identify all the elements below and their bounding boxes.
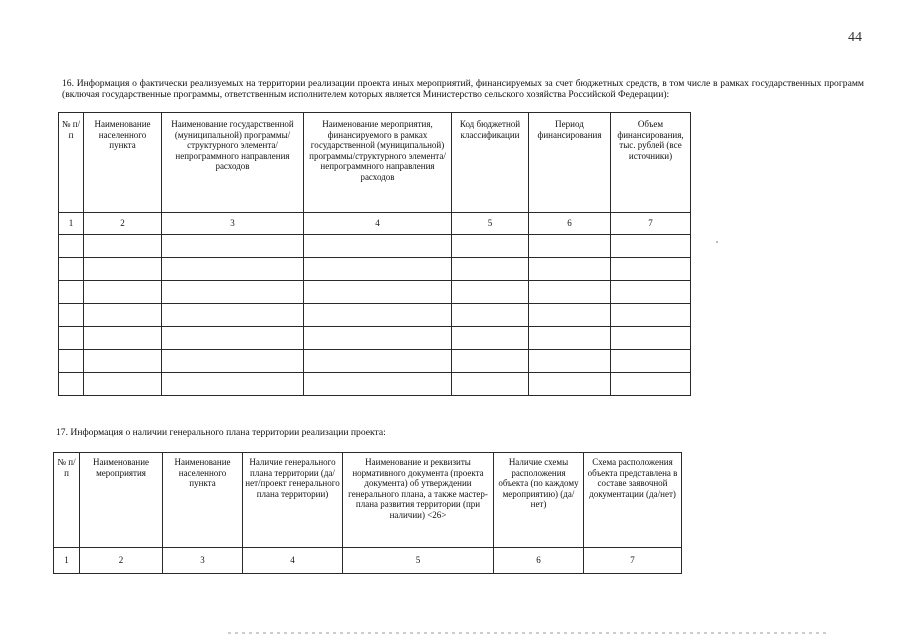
table-cell [611,304,691,327]
table-cell [529,327,611,350]
header-cell-period: Период финансирования [529,113,611,213]
table-cell [611,235,691,258]
table-cell [452,304,529,327]
column-number: 3 [163,548,243,574]
column-number-row [54,548,682,574]
table-cell [162,281,304,304]
table-cell [452,258,529,281]
table-cell [529,281,611,304]
table-row [59,235,691,258]
table-cell [529,235,611,258]
table-cell [162,373,304,396]
table-cell [452,350,529,373]
column-number: 7 [584,548,682,574]
table-cell [304,350,452,373]
table-cell [304,281,452,304]
table-cell [304,373,452,396]
table-cell [304,304,452,327]
header-cell-general-plan: Наличие генерального плана территории (да/нет/проект генерального плана территории) [243,453,343,548]
scan-footer-noise [228,632,828,634]
table-cell [59,304,84,327]
header-cell-measure: Наименование мероприятия [80,453,163,548]
table-cell [84,281,162,304]
table-row [59,327,691,350]
column-number: 4 [304,213,452,235]
header-cell-volume: Объем финансирования, тыс. рублей (все источники) [611,113,691,213]
table-cell [84,258,162,281]
table-row [59,304,691,327]
header-row [59,113,691,213]
column-number: 4 [243,548,343,574]
table-cell [452,235,529,258]
table-cell [529,258,611,281]
table-cell [452,281,529,304]
table-cell [611,281,691,304]
table-cell [162,235,304,258]
column-number: 1 [59,213,84,235]
column-number: 5 [452,213,529,235]
header-cell-settlement: Наименование населенного пункта [84,113,162,213]
table-cell [611,373,691,396]
table-cell [611,327,691,350]
header-row [54,453,682,548]
column-number: 6 [494,548,584,574]
table-cell [59,327,84,350]
table-section-17 [53,452,682,574]
header-cell-budget-code: Код бюджетной классификации [452,113,529,213]
header-cell-program: Наименование государственной (муниципальной) программы/структурного элемента/непрограммного направления расходов [162,113,304,213]
table-cell [452,327,529,350]
table-cell [84,350,162,373]
table-row [59,281,691,304]
header-cell-num: № п/п [59,113,84,213]
table-cell [611,350,691,373]
table-cell [529,373,611,396]
table-row [59,258,691,281]
header-cell-layout-scheme: Наличие схемы расположения объекта (по каждому мероприятию) (да/нет) [494,453,584,548]
header-cell-settlement: Наименование населенного пункта [163,453,243,548]
header-cell-normative-document: Наименование и реквизиты нормативного документа (проекта документа) об утверждении генерального плана, а также мастер-плана развития территории (при наличии) <26> [343,453,494,548]
table-cell [304,258,452,281]
header-cell-num: № п/п [54,453,80,548]
section-16-title: 16. Информация о фактически реализуемых на территории реализации проекта иных мероприятий, финансируемых за счет бюджетных средств, в том числе в рамках государственных программ (включая государственные программы, ответственным исполнителем которых является Министерство сельского хозяйства Российской Федерации): [62,78,864,100]
table-cell [162,258,304,281]
scan-speck [716,241,718,243]
table-cell [59,350,84,373]
header-cell-scheme-in-application: Схема расположения объекта представлена в составе заявочной документации (да/нет) [584,453,682,548]
table-cell [59,235,84,258]
column-number: 5 [343,548,494,574]
table-cell [162,350,304,373]
table-section-16 [58,112,691,396]
table-cell [84,304,162,327]
table-cell [529,304,611,327]
column-number: 1 [54,548,80,574]
column-number-row [59,213,691,235]
column-number: 7 [611,213,691,235]
section-17-title: 17. Информация о наличии генерального плана территории реализации проекта: [56,427,386,438]
table-cell [84,327,162,350]
column-number: 2 [80,548,163,574]
table-cell [611,258,691,281]
table-cell [59,373,84,396]
table-cell [452,373,529,396]
table-cell [304,327,452,350]
table-cell [304,235,452,258]
table-cell [162,304,304,327]
page-number: 44 [848,30,862,45]
column-number: 2 [84,213,162,235]
column-number: 3 [162,213,304,235]
table-cell [84,235,162,258]
table-row [59,350,691,373]
table-cell [529,350,611,373]
table-cell [84,373,162,396]
table-cell [59,258,84,281]
header-cell-measure: Наименование мероприятия, финансируемого в рамках государственной (муниципальной) программы/структурного элемента/непрограммного направления расходов [304,113,452,213]
column-number: 6 [529,213,611,235]
table-cell [59,281,84,304]
table-cell [162,327,304,350]
table-row [59,373,691,396]
